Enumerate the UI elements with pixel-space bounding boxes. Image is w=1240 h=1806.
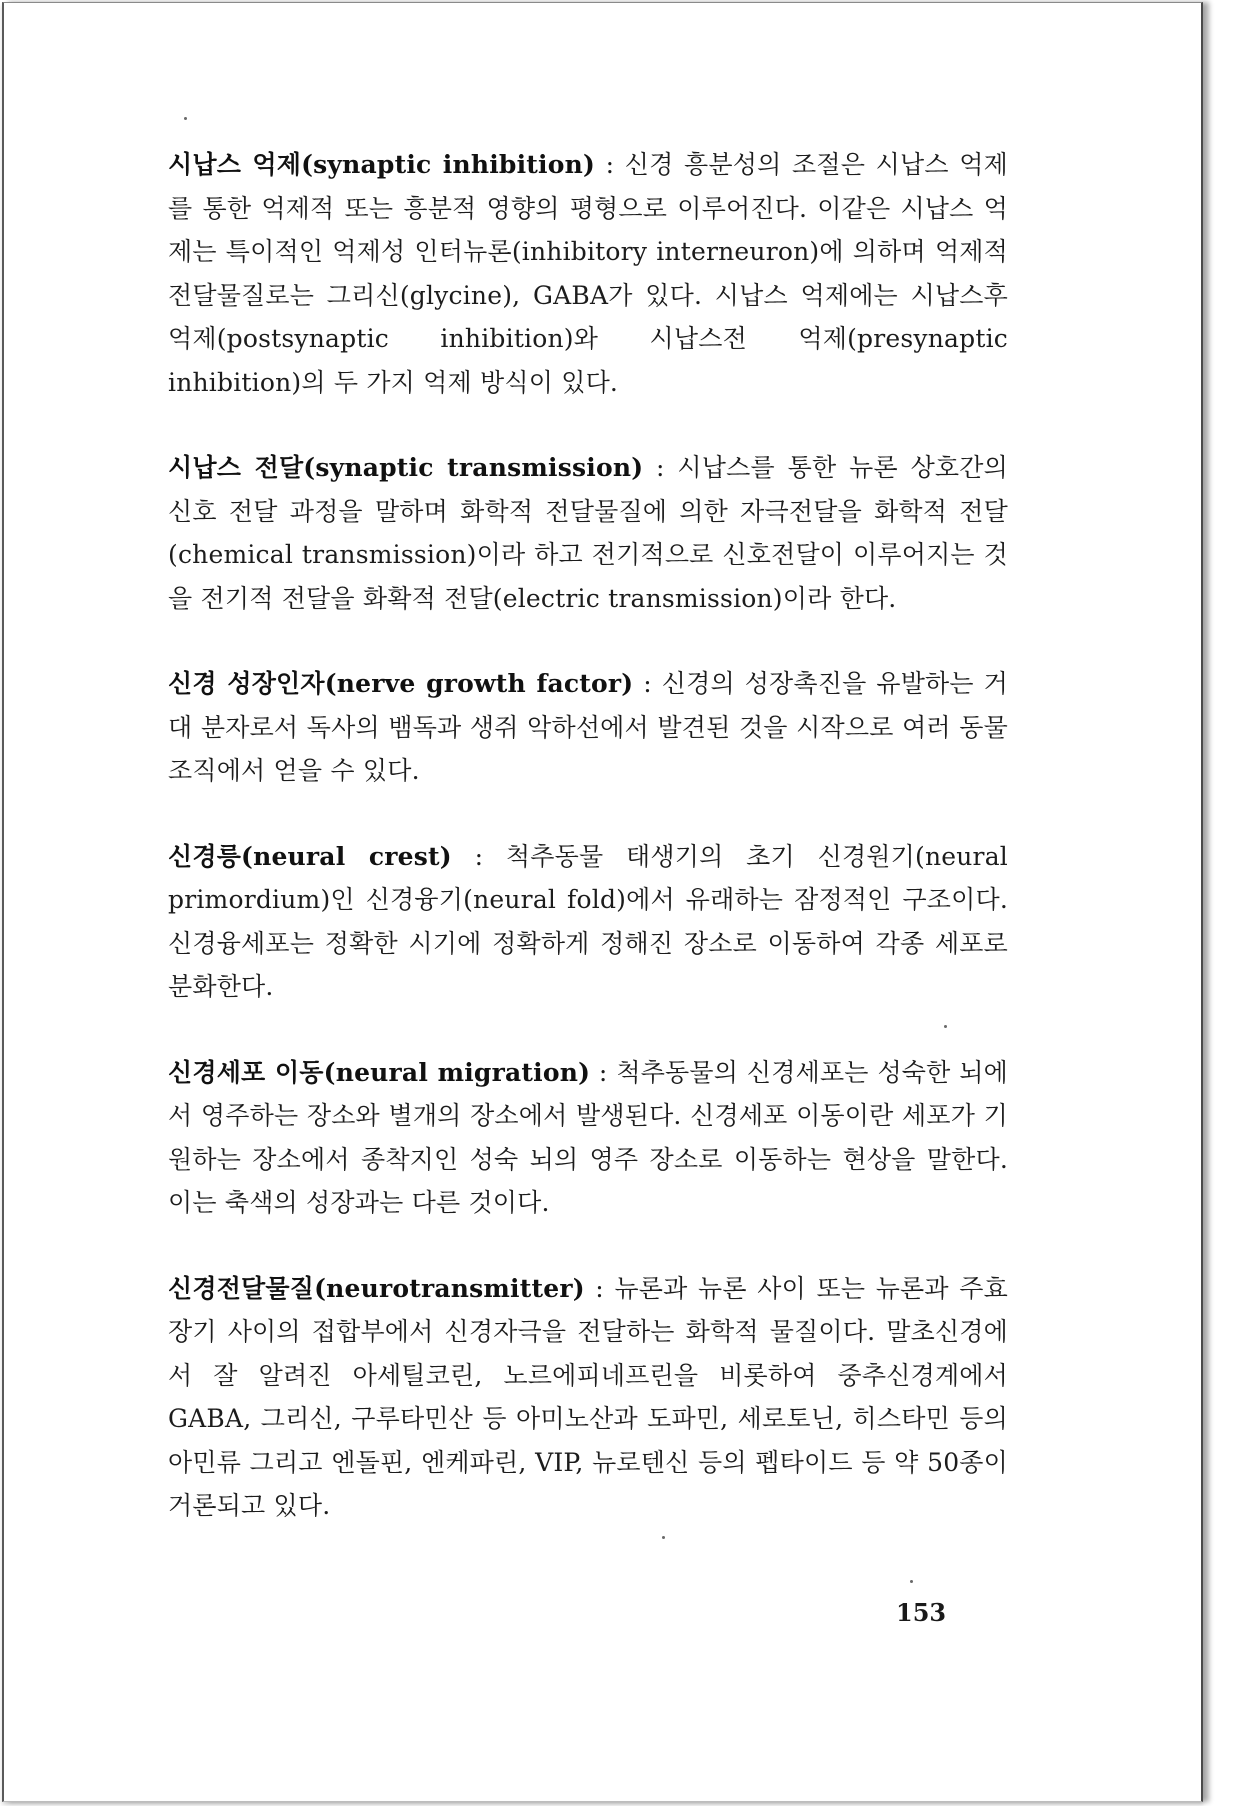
entry-term: 시납스 억제(synaptic inhibition) [168, 150, 596, 179]
entry-definition: : 척추동물의 신경세포는 성숙한 뇌에서 영주하는 장소와 별개의 장소에서 발생된다. 신경세포 이동이란 세포가 기원하는 장소에서 종착지인 성숙 뇌의 영주 장소로 이동하는 현상을 말한다. 이는 축색의 성장과는 다른 것이다. [168, 1057, 1008, 1217]
entry-definition: : 신경의 성장촉진을 유발하는 거대 분자로서 독사의 뱀독과 생쥐 악하선에서 발견된 것을 시작으로 여러 동물 조직에서 얻을 수 있다. [168, 669, 1008, 785]
book-page [2, 2, 1203, 1802]
entry-definition: : 뉴론과 뉴론 사이 또는 뉴론과 주효장기 사이의 접합부에서 신경자극을 전달하는 화학적 물질이다. 말초신경에서 잘 알려진 아세틸코린, 노르에피네프린을 비롯하여 중추신경계에서 GABA, 그리신, 구루타민산 등 아미노산과 도파민, 세로토닌, 히스타민 등의 아민류 그리고 엔돌핀, 엔케파린, VIP, 뉴로텐신 등의 펩타이드 등 약 50종이 거론되고 있다. [168, 1273, 1008, 1520]
glossary-entry [168, 835, 1008, 1009]
glossary-entry [168, 662, 1008, 793]
entry-definition: : 신경 흥분성의 조절은 시납스 억제를 통한 억제적 또는 흥분적 영향의 평형으로 이루어진다. 이같은 시납스 억제는 특이적인 억제성 인터뉴론(inhibitory interneuron)에 의하며 억제적 전달물질로는 그리신(glycine), GABA가 있다. 시납스 억제에는 시납스후 억제(postsynaptic inhibition)와 시납스전 억제(presynaptic inhibition)의 두 가지 억제 방식이 있다. [168, 150, 1008, 397]
glossary-entry [168, 1051, 1008, 1225]
entry-term: 신경 성장인자(nerve growth factor) [168, 669, 634, 698]
entry-term: 시납스 전달(synaptic transmission) [168, 453, 644, 482]
print-speck [184, 117, 187, 120]
glossary-entry [168, 1267, 1008, 1528]
glossary-entry [168, 446, 1008, 620]
print-speck [662, 1536, 665, 1539]
entry-term: 신경전달물질(neurotransmitter) [168, 1273, 585, 1303]
glossary-entry [168, 143, 1008, 404]
page-number: 153 [896, 1598, 947, 1627]
glossary-body [168, 143, 1008, 1528]
entry-term: 신경릉(neural crest) [168, 841, 452, 871]
print-speck [910, 1580, 913, 1583]
entry-definition: : 시납스를 통한 뉴론 상호간의 신호 전달 과정을 말하며 화학적 전달물질에 의한 자극전달을 화학적 전달(chemical transmission)이라 하고 전기적으로 신호전달이 이루어지는 것을 전기적 전달을 화확적 전달(electric transmission)이라 한다. [168, 453, 1008, 613]
entry-definition: : 척추동물 태생기의 초기 신경원기(neural primordium)인 신경융기(neural fold)에서 유래하는 잠정적인 구조이다. 신경융세포는 정확한 시기에 정확하게 정해진 장소로 이동하여 각종 세포로 분화한다. [168, 841, 1008, 1001]
entry-term: 신경세포 이동(neural migration) [168, 1057, 591, 1087]
